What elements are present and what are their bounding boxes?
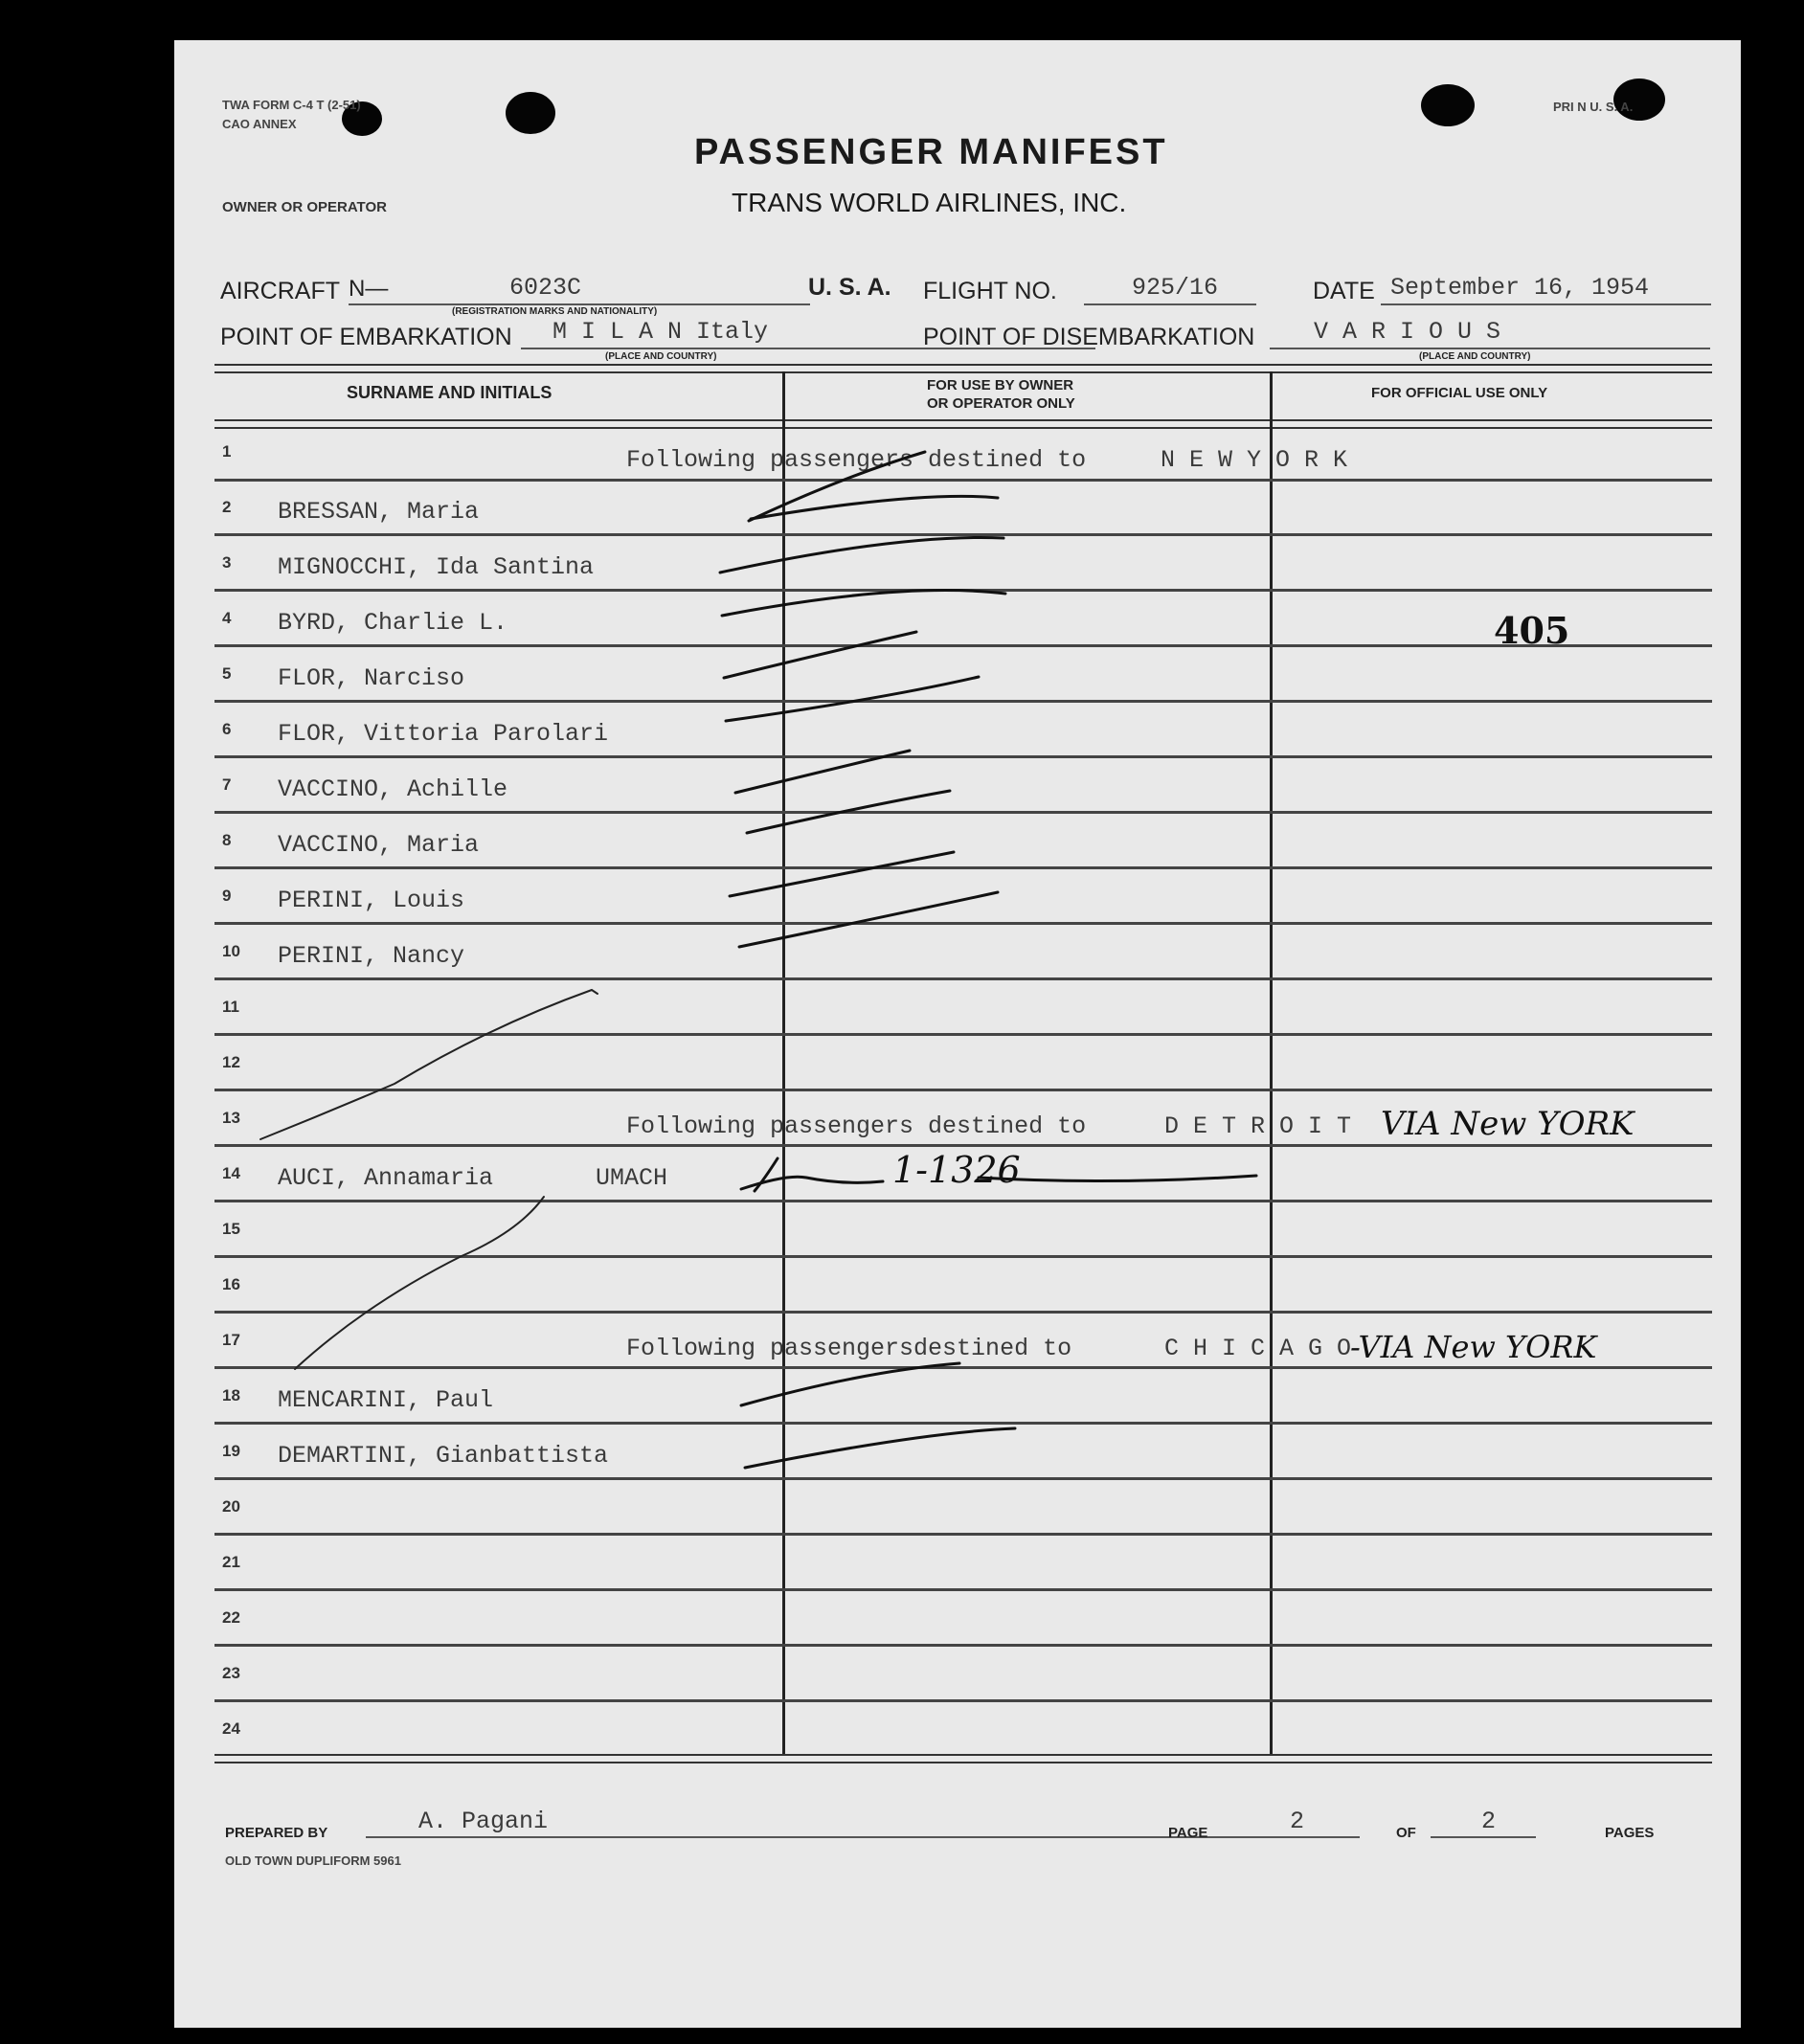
official-number: 405 — [1494, 609, 1570, 652]
handwritten-code: 1-1326 — [892, 1149, 1021, 1191]
row-number: 13 — [222, 1109, 240, 1127]
embark-label: POINT OF EMBARKATION — [220, 324, 512, 350]
umach-note: UMACH — [596, 1164, 668, 1192]
row-number: 16 — [222, 1275, 240, 1293]
page-value: 2 — [1290, 1808, 1305, 1835]
form-annex: CAO ANNEX — [222, 117, 297, 131]
row-number: 6 — [222, 720, 232, 738]
column-header-owner-2: OR OPERATOR ONLY — [927, 395, 1075, 412]
aircraft-label: AIRCRAFT — [220, 278, 340, 304]
printed-in: PRI N U. S. A. — [1553, 100, 1634, 114]
row-number: 10 — [222, 942, 240, 960]
owner-label: OWNER OR OPERATOR — [222, 199, 387, 215]
aircraft-value: 6023C — [509, 274, 582, 302]
row-number: 11 — [222, 998, 239, 1016]
row-number: 19 — [222, 1442, 240, 1460]
row-number: 5 — [222, 664, 232, 683]
passenger-name: PERINI, Nancy — [278, 942, 465, 970]
row-number: 8 — [222, 831, 232, 849]
date-label: DATE — [1313, 278, 1375, 304]
passenger-name: BRESSAN, Maria — [278, 498, 480, 526]
passenger-name: AUCI, Annamaria — [278, 1164, 494, 1192]
place-caption: (PLACE AND COUNTRY) — [605, 351, 717, 362]
column-header-surname: SURNAME AND INITIALS — [347, 383, 552, 402]
row-number: 3 — [222, 553, 232, 572]
row-number: 24 — [222, 1719, 240, 1738]
row-number: 23 — [222, 1664, 240, 1682]
place-caption-2: (PLACE AND COUNTRY) — [1419, 351, 1531, 362]
embark-value: M I L A N Italy — [552, 318, 769, 346]
row-number: 4 — [222, 609, 232, 627]
row-number: 20 — [222, 1497, 240, 1516]
form-number: TWA FORM C-4 T (2-51) — [222, 98, 361, 112]
passenger-name: VACCINO, Achille — [278, 775, 508, 803]
destination-city: N E W Y O R K — [1161, 446, 1348, 474]
row-number: 14 — [222, 1164, 240, 1182]
row-number: 2 — [222, 498, 232, 516]
handwritten-via: -VIA New YORK — [1350, 1329, 1597, 1365]
disembark-label: POINT OF DISEMBARKATION — [923, 324, 1255, 350]
prepared-label: PREPARED BY — [225, 1825, 328, 1841]
pages-label: PAGES — [1605, 1825, 1655, 1841]
nationality: U. S. A. — [808, 274, 891, 301]
row-number: 18 — [222, 1386, 240, 1404]
passenger-name: PERINI, Louis — [278, 887, 465, 914]
passenger-name: FLOR, Narciso — [278, 664, 465, 692]
airline-name: TRANS WORLD AIRLINES, INC. — [732, 188, 1127, 217]
row-number: 12 — [222, 1053, 240, 1071]
passenger-name: BYRD, Charlie L. — [278, 609, 508, 637]
of-label: OF — [1396, 1825, 1416, 1841]
handwritten-strokes — [174, 40, 1741, 2028]
row-number: 21 — [222, 1553, 240, 1571]
passenger-name: DEMARTINI, Gianbattista — [278, 1442, 609, 1470]
prepared-value: A. Pagani — [418, 1808, 549, 1835]
destination-city: D E T R O I T — [1164, 1112, 1352, 1140]
destination-city: C H I C A G O — [1164, 1335, 1352, 1362]
page-label: PAGE — [1168, 1825, 1208, 1841]
aircraft-prefix: N— — [349, 276, 389, 302]
passenger-name: MIGNOCCHI, Ida Santina — [278, 553, 595, 581]
page-title: PASSENGER MANIFEST — [694, 132, 1168, 172]
column-header-owner-1: FOR USE BY OWNER — [927, 377, 1074, 393]
destination-note: Following passengers destined to — [626, 1112, 1087, 1140]
row-number: 15 — [222, 1220, 240, 1238]
row-number: 7 — [222, 775, 232, 794]
printer-label: OLD TOWN DUPLIFORM 5961 — [225, 1853, 401, 1868]
handwritten-via: VIA New YORK — [1381, 1105, 1635, 1143]
manifest-sheet — [174, 40, 1741, 2028]
passenger-name: MENCARINI, Paul — [278, 1386, 494, 1414]
registration-caption: (REGISTRATION MARKS AND NATIONALITY) — [452, 306, 658, 317]
disembark-value: V A R I O U S — [1314, 318, 1501, 346]
destination-note: Following passengers destined to — [626, 446, 1087, 474]
column-header-official: FOR OFFICIAL USE ONLY — [1371, 385, 1548, 401]
destination-note: Following passengersdestined to — [626, 1335, 1072, 1362]
passenger-name: VACCINO, Maria — [278, 831, 480, 859]
row-number: 17 — [222, 1331, 240, 1349]
row-number: 9 — [222, 887, 232, 905]
flight-value: 925/16 — [1132, 274, 1219, 302]
passenger-name: FLOR, Vittoria Parolari — [278, 720, 609, 748]
date-value: September 16, 1954 — [1390, 274, 1650, 302]
row-number: 1 — [222, 442, 232, 460]
of-value: 2 — [1481, 1808, 1497, 1835]
row-number: 22 — [222, 1608, 240, 1627]
flight-label: FLIGHT NO. — [923, 278, 1057, 304]
